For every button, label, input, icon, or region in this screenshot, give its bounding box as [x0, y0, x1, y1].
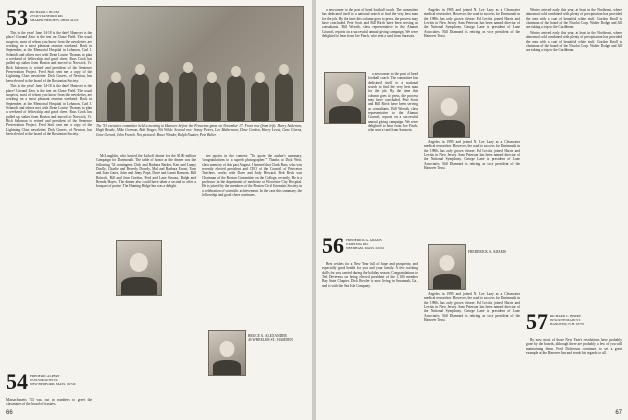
- portrait-head: [441, 98, 458, 116]
- column-3: [526, 8, 622, 304]
- class-number: 54: [6, 369, 28, 394]
- secretary-name: RICHARD J. BLUM: [30, 10, 59, 14]
- column-2-continued: [424, 140, 520, 236]
- class-secretary: [30, 8, 78, 23]
- class-54-notes: Massachusetts '54 was out in numbers to greet the classmates of the board of trustees.: [6, 398, 92, 407]
- column-2: [424, 8, 520, 78]
- figure: [251, 81, 269, 121]
- class-56-text: Best wishes for a New Year full of hope and prosperity, and especially good health for you and your family. A few tracking skills for you carried during the holiday season. Congratulations to Ted Devereux on being elected president of the 1,100 member Bay State Chapter. Dick Bowler is now living in Savannah, Ga., and is with the Sea Isle Company.: [322, 262, 418, 288]
- class-56-heading: [322, 233, 418, 258]
- column-3-text-continued: Winter arrived early this year, at least in the Northeast, where abnormal cold combined with plenty of precipitation has provided the area with a coat of beautiful white stuff. Gordon Knoll is chairman of the board of the Nicolai Corp. Walter Dodge and Jill are taking a trip to the Caribbean.: [526, 30, 622, 53]
- figure-head: [279, 64, 289, 75]
- portrait-body: [213, 360, 242, 375]
- figure-head: [159, 72, 169, 83]
- figure: [155, 81, 173, 121]
- class-53-notes: This is the year! June 14-18 is the date! Hanover is the place! Ground Zero is the tent on Chase Field. The usual suspects, most of whom you know from the newsletter, are working on a most pleasant reunion weekend. Back in September, at the Memorial Hospital in Lebanon, Carl J. Schmidt and others met with Dean Louise Thomas to plan a weekend of fellowship and good cheer. Russ Cook has pulled up stakes from Boston and moved to Norwich, Vt. Rick Salomon is retired and president of the Sentence Preservation Project. Fred Stott sent me a copy of the Lightning Class newsletter. Dick Graves, of Newton, has been elected to the board of the Bostonian Society.: [6, 31, 92, 83]
- figure-head: [207, 72, 217, 83]
- secretary-name: FREDERICK A. ADAMS: [346, 238, 382, 242]
- figure: [179, 71, 197, 121]
- figure-head: [135, 64, 145, 75]
- class-secretary: [30, 372, 75, 387]
- class-57-heading: [526, 309, 622, 334]
- secretary-address-2: NEW BEDFORD, MASS. 02740: [30, 382, 76, 387]
- figure: [131, 73, 149, 121]
- executive-committee-photo: [96, 6, 304, 122]
- column-class-53: [6, 8, 92, 368]
- classmate-portrait: [428, 86, 470, 138]
- class-54-heading: [6, 369, 92, 394]
- portrait-body: [329, 106, 361, 123]
- classmate-portrait: [116, 240, 162, 296]
- class-53-heading: [6, 8, 92, 28]
- class-57-notes: [526, 338, 622, 402]
- secretary-name: RICHARD C. BERRY: [550, 314, 582, 318]
- bruce-alexander-portrait: [208, 330, 246, 376]
- frederick-adams-portrait: [428, 244, 466, 290]
- column-1-continued: [368, 72, 418, 232]
- photo-caption: The '53 executive committee held a meeting in Hanover before the Princeton game on November 17. Front row (from left): Harry Anderson, Hugh Brodie, Mike Gorman, Bob Yanger, Wit Wilde. Second row: Sonny Peters, Lee Mathewson, Dave Cordon, Harry Lewis, Gene Givens, Gene Gerard, John French. Not pictured: Bruce Winder, Ralph Nautier, Pete Bulier.: [96, 124, 302, 137]
- portrait-head: [439, 255, 454, 271]
- column-2-text-lower: Angeles in 1985 and joined N. Lee Lazy as a Clearwater medical researcher. However, the road to success for Dartmouth in the 1980s has only grown clearer. Ed Levitts joined Harris and Levitts in New Jersey. Sam Peterson has been named director of the National Symphony. George Lane is president of Lane Associates. Bill Diamond is retiring as vice president of the Hanover Trust.: [424, 292, 520, 323]
- portrait-name: BRUCE A. ALEXANDER: [248, 334, 287, 338]
- column-3-text: Winter arrived early this year, at least in the Northeast, where abnormal cold combined with plenty of precipitation has provided the area with a coat of beautiful white stuff. Gordon Knoll is chairman of the board of the Nicolai Corp. Walter Dodge and Jill are taking a trip to the Caribbean.: [526, 8, 622, 30]
- figure-head: [231, 66, 241, 77]
- figure: [107, 81, 125, 121]
- secretary-address-1: 6 KIPLING RD.: [346, 242, 369, 247]
- secretary-address-1: 95 PLYMOUTH ST.: [30, 378, 59, 383]
- class-number: 53: [6, 8, 28, 30]
- column-1: [322, 8, 418, 68]
- portrait-head: [219, 341, 234, 357]
- portrait-body: [121, 277, 156, 295]
- page-number-left: 66: [6, 410, 13, 416]
- column-1-text: a newcomer to the post of head football coach. The committee has dedicated itself to a national search to find the very best man for the job. By the time this column goes to press, the process may have concluded. Pete Scott and Bill Birch have been serving as consultants. Bill Wreath, class representative to the Alumni Council, reports on a successful annual giving campaign. We were delighted to hear from Joe Finch, who sent a card from Sarasota.: [322, 8, 418, 39]
- secretary-address-1: 23749 STANFORD RD.: [30, 14, 64, 19]
- secretary-address-1: 89 SOUTH MAIN ST.: [550, 318, 581, 323]
- column-1-text-continued: a newcomer to the post of head football coach. The committee has dedicated itself to a national search to find the very best man for the job. By the time this column goes to press, the process may have concluded. Pete Scott and Bill Birch have been serving as consultants. Bill Wreath, class representative to the Alumni Council, reports on a successful annual giving campaign. We were delighted to hear from Joe Finch, who sent a card from Sarasota.: [368, 72, 418, 133]
- secretary-address-2: NEEDHAM, MASS. 02192: [346, 246, 385, 251]
- figure: [227, 75, 245, 121]
- class-secretary: [550, 312, 584, 327]
- column-2-text-continued: Angeles in 1985 and joined N. Lee Lazy as a Clearwater medical researcher. However, the road to success for Dartmouth in the 1980s has only grown clearer. Ed Levitts joined Harris and Levitts in New Jersey. Sam Peterson has been named director of the National Symphony. George Lane is president of Lane Associates. Bill Diamond is retiring as vice president of the Hanover Trust.: [424, 140, 520, 171]
- class-57-text: By now most of those New Year's resolutions have probably gone by the boards, although there are probably a few of you still maintaining them. Fred Dickerson continues to set a great example at the Hanover Inn and sends his regards to all.: [526, 338, 622, 356]
- figure-head: [183, 62, 193, 73]
- portrait-address: 40 WHEELER ST., HAMDEN: [248, 338, 293, 343]
- portrait-label: FREDERICK A. ADAMS: [468, 250, 506, 254]
- figure-head: [255, 72, 265, 83]
- figure: [203, 81, 221, 121]
- class-56-notes: [322, 262, 418, 402]
- figure: [275, 73, 293, 121]
- class-number: 56: [322, 233, 344, 258]
- classmate-portrait: [324, 72, 366, 124]
- column-2-text: McLaughlin, who hosted the kickoff dinner for the $100 million Campaign for Dartmouth. The table of honor at the dinner was the following '54 contingent: Dick and Barbara Barker, Ken and Lanny Doolly, Charlie and Beverly Dowdy, Mal and Barbara Ewart, Tom and Joan Gates, John and Jinny Pope, Dave and Lanni Ransom. Bill Bohock, Bill and Jean Gordon, Fred and Lane Strauss, Ralph and Brenda Hayes. The dinner also could have taken a second to offer a bouquet of praise. The Hunting Ridge Inn was a delight.: [96, 154, 196, 189]
- page-number-right: 67: [615, 410, 622, 416]
- class-number: 57: [526, 309, 548, 334]
- column-3-text: ten quotes in the content: "To quote the author's summary, 'congratulations to a superb photographer.'" Thanks to Dick West, class memory of this past August, I learned that Clark Bass, who was recently elected president and CEO of the Council of Princeton Teachers, works with Dave and Judy Howard. Bob Beck was Chairman of the Boston Committee on the College, recently. He is a professor in the department of medicine at Worcester City Hospital. He is joined by the members of the Boston Civil Scientists Society in a celebration of scientific achievement. In the case this summary, the fellowship and good cheer continues.: [202, 154, 302, 198]
- right-page: [316, 0, 628, 420]
- portrait-head: [130, 253, 148, 272]
- column-2-text: Angeles in 1985 and joined N. Lee Lazy as a Clearwater medical researcher. However, the road to success for Dartmouth in the 1980s has only grown clearer. Ed Levitts joined Harris and Levitts in New Jersey. Sam Peterson has been named director of the National Symphony. George Lane is president of Lane Associates. Bill Diamond is retiring as vice president of the Hanover Trust.: [424, 8, 520, 39]
- portrait-body: [433, 120, 465, 137]
- portrait-head: [337, 84, 354, 102]
- left-page: [0, 0, 312, 420]
- figure-head: [111, 72, 121, 83]
- secretary-address-2: SHAKER HEIGHTS, OHIO 44122: [30, 18, 79, 23]
- class-secretary: [346, 236, 384, 251]
- portrait-label: [248, 334, 304, 358]
- secretary-name: FREDERIC ALPERT: [30, 374, 60, 378]
- portrait-body: [433, 274, 462, 289]
- secretary-address-2: HANOVER, N.H. 03755: [550, 322, 585, 327]
- class-53-notes-continued: This is the year! June 14-18 is the date! Hanover is the place! Ground Zero is the tent on Chase Field. The usual suspects, most of whom you know from the newsletter, are working on a most pleasant reunion weekend. Back in September, at the Memorial Hospital in Lebanon, Carl J. Schmidt and others met with Dean Louise Thomas to plan a weekend of fellowship and good cheer. Russ Cook has pulled up stakes from Boston and moved to Norwich, Vt. Rick Salomon is retired and president of the Sentence Preservation Project. Fred Stott sent me a copy of the Lightning Class newsletter. Dick Graves, of Newton, has been elected to the board of the Bostonian Society.: [6, 84, 92, 137]
- column-2-lower: [424, 292, 520, 402]
- column-3: [202, 154, 302, 324]
